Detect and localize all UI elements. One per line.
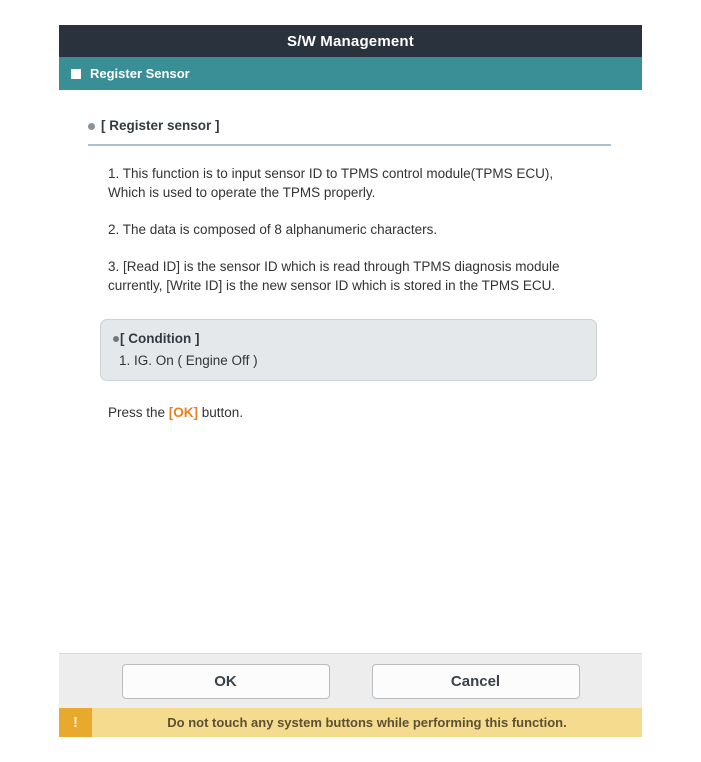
instruction-1 — [108, 164, 612, 202]
press-hint-suffix: button. — [198, 405, 244, 420]
cancel-button[interactable]: Cancel — [372, 664, 580, 699]
section-heading — [88, 116, 611, 146]
page-title: S/W Management — [287, 32, 414, 50]
section-heading-label: [ Register sensor ] — [101, 118, 220, 133]
press-hint-ok-highlight: [OK] — [168, 405, 199, 420]
instruction-3 — [108, 257, 612, 295]
instruction-2-line-1: 2. The data is composed of 8 alphanumeric characters. — [108, 222, 438, 237]
dot-bullet-icon — [113, 336, 119, 342]
description-area — [59, 90, 642, 653]
condition-box — [100, 319, 597, 381]
square-bullet-icon — [71, 69, 81, 79]
warning-bar — [59, 708, 642, 737]
warning-text: Do not touch any system buttons while performing this function. — [167, 715, 567, 730]
ok-button[interactable]: OK — [122, 664, 330, 699]
function-title: Register Sensor — [90, 66, 190, 81]
condition-item: 1. IG. On ( Engine Off ) — [119, 353, 258, 368]
condition-heading — [113, 329, 582, 348]
dot-bullet-icon — [88, 123, 95, 130]
function-header — [59, 57, 642, 90]
window-title-bar — [59, 25, 642, 57]
press-hint-prefix: Press the — [108, 405, 169, 420]
sw-management-panel — [59, 25, 642, 737]
condition-heading-label: [ Condition ] — [120, 331, 200, 346]
button-bar — [59, 653, 642, 708]
instruction-3-line-2: currently, [Write ID] is the new sensor ID which is stored in the TPMS ECU. — [108, 278, 556, 293]
exclamation-icon: ! — [59, 708, 92, 737]
instruction-3-line-1: 3. [Read ID] is the sensor ID which is read through TPMS diagnosis module — [108, 259, 560, 274]
instruction-2 — [108, 220, 612, 239]
press-ok-hint — [108, 403, 612, 422]
instruction-1-line-2: Which is used to operate the TPMS properly. — [108, 185, 376, 200]
instruction-1-line-1: 1. This function is to input sensor ID to TPMS control module(TPMS ECU), — [108, 166, 554, 181]
